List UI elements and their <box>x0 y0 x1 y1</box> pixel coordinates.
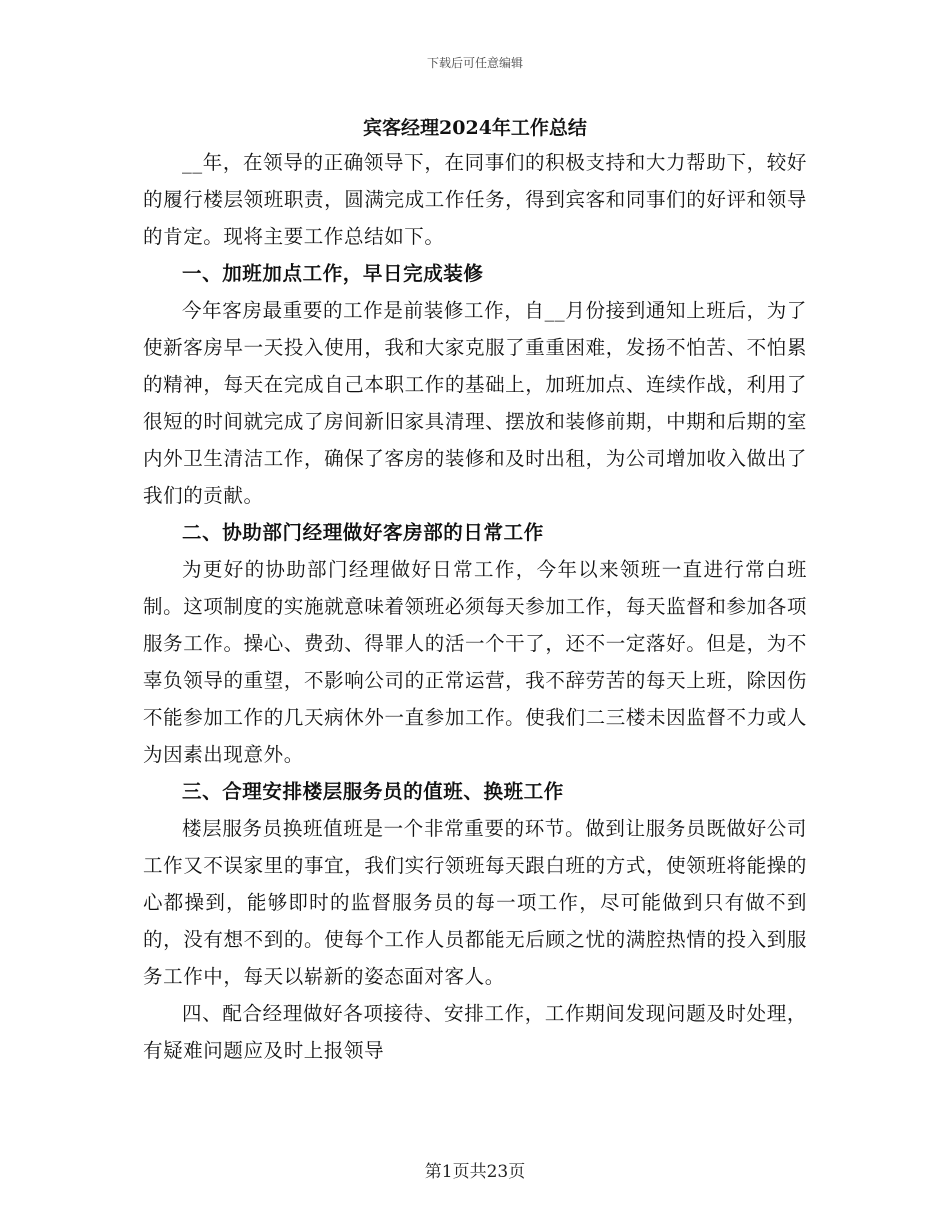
page-footer: 第1页共23页 <box>424 1162 526 1182</box>
section-heading-3: 三、合理安排楼层服务员的值班、换班工作 <box>182 780 564 803</box>
section-paragraph-1: 今年客房最重要的工作是前装修工作，自__月份接到通知上班后，为了使新客房早一天投入使用，我和大家克服了重重困难，发扬不怕苦、不怕累的精神，每天在完成自己本职工作的基础上，加班加点、连续作战，利用了很短的时间就完成了房间新旧家具清理、摆放和装修前期，中期和后期的室内外卫生清洁工作，确保了客房的装修和及时出租，为公司增加收入做出了我们的贡献。 <box>143 299 807 507</box>
section-heading-2: 二、协助部门经理做好客房部的日常工作 <box>182 521 544 544</box>
section-paragraph-2: 为更好的协助部门经理做好日常工作，今年以来领班一直进行常白班制。这项制度的实施就意味着领班必须每天参加工作，每天监督和参加各项服务工作。操心、费劲、得罪人的活一个干了，还不一定落好。但是，为不辜负领导的重望，不影响公司的正常运营，我不辞劳苦的每天上班，除因伤不能参加工作的几天病休外一直参加工作。使我们二三楼未因监督不力或人为因素出现意外。 <box>143 558 807 766</box>
section-paragraph-4: 四、配合经理做好各项接待、安排工作，工作期间发现问题及时处理，有疑难问题应及时上报领导 <box>143 1002 807 1062</box>
section-paragraph-3: 楼层服务员换班值班是一个非常重要的环节。做到让服务员既做好公司工作又不误家里的事宜，我们实行领班每天跟白班的方式，使领班将能操的心都操到，能够即时的监督服务员的每一项工作，尽可能做到只有做不到的，没有想不到的。使每个工作人员都能无后顾之忧的满腔热情的投入到服务工作中，每天以崭新的姿态面对客人。 <box>143 817 807 988</box>
header-note: 下载后可任意编辑 <box>426 56 523 70</box>
section-heading-1: 一、加班加点工作，早日完成装修 <box>182 262 484 285</box>
document-title: 宾客经理2024年工作总结 <box>363 117 587 139</box>
intro-paragraph: __年，在领导的正确领导下，在同事们的积极支持和大力帮助下，较好的履行楼层领班职责，圆满完成工作任务，得到宾客和同事们的好评和领导的肯定。现将主要工作总结如下。 <box>143 151 807 248</box>
document-body <box>143 112 807 1069</box>
